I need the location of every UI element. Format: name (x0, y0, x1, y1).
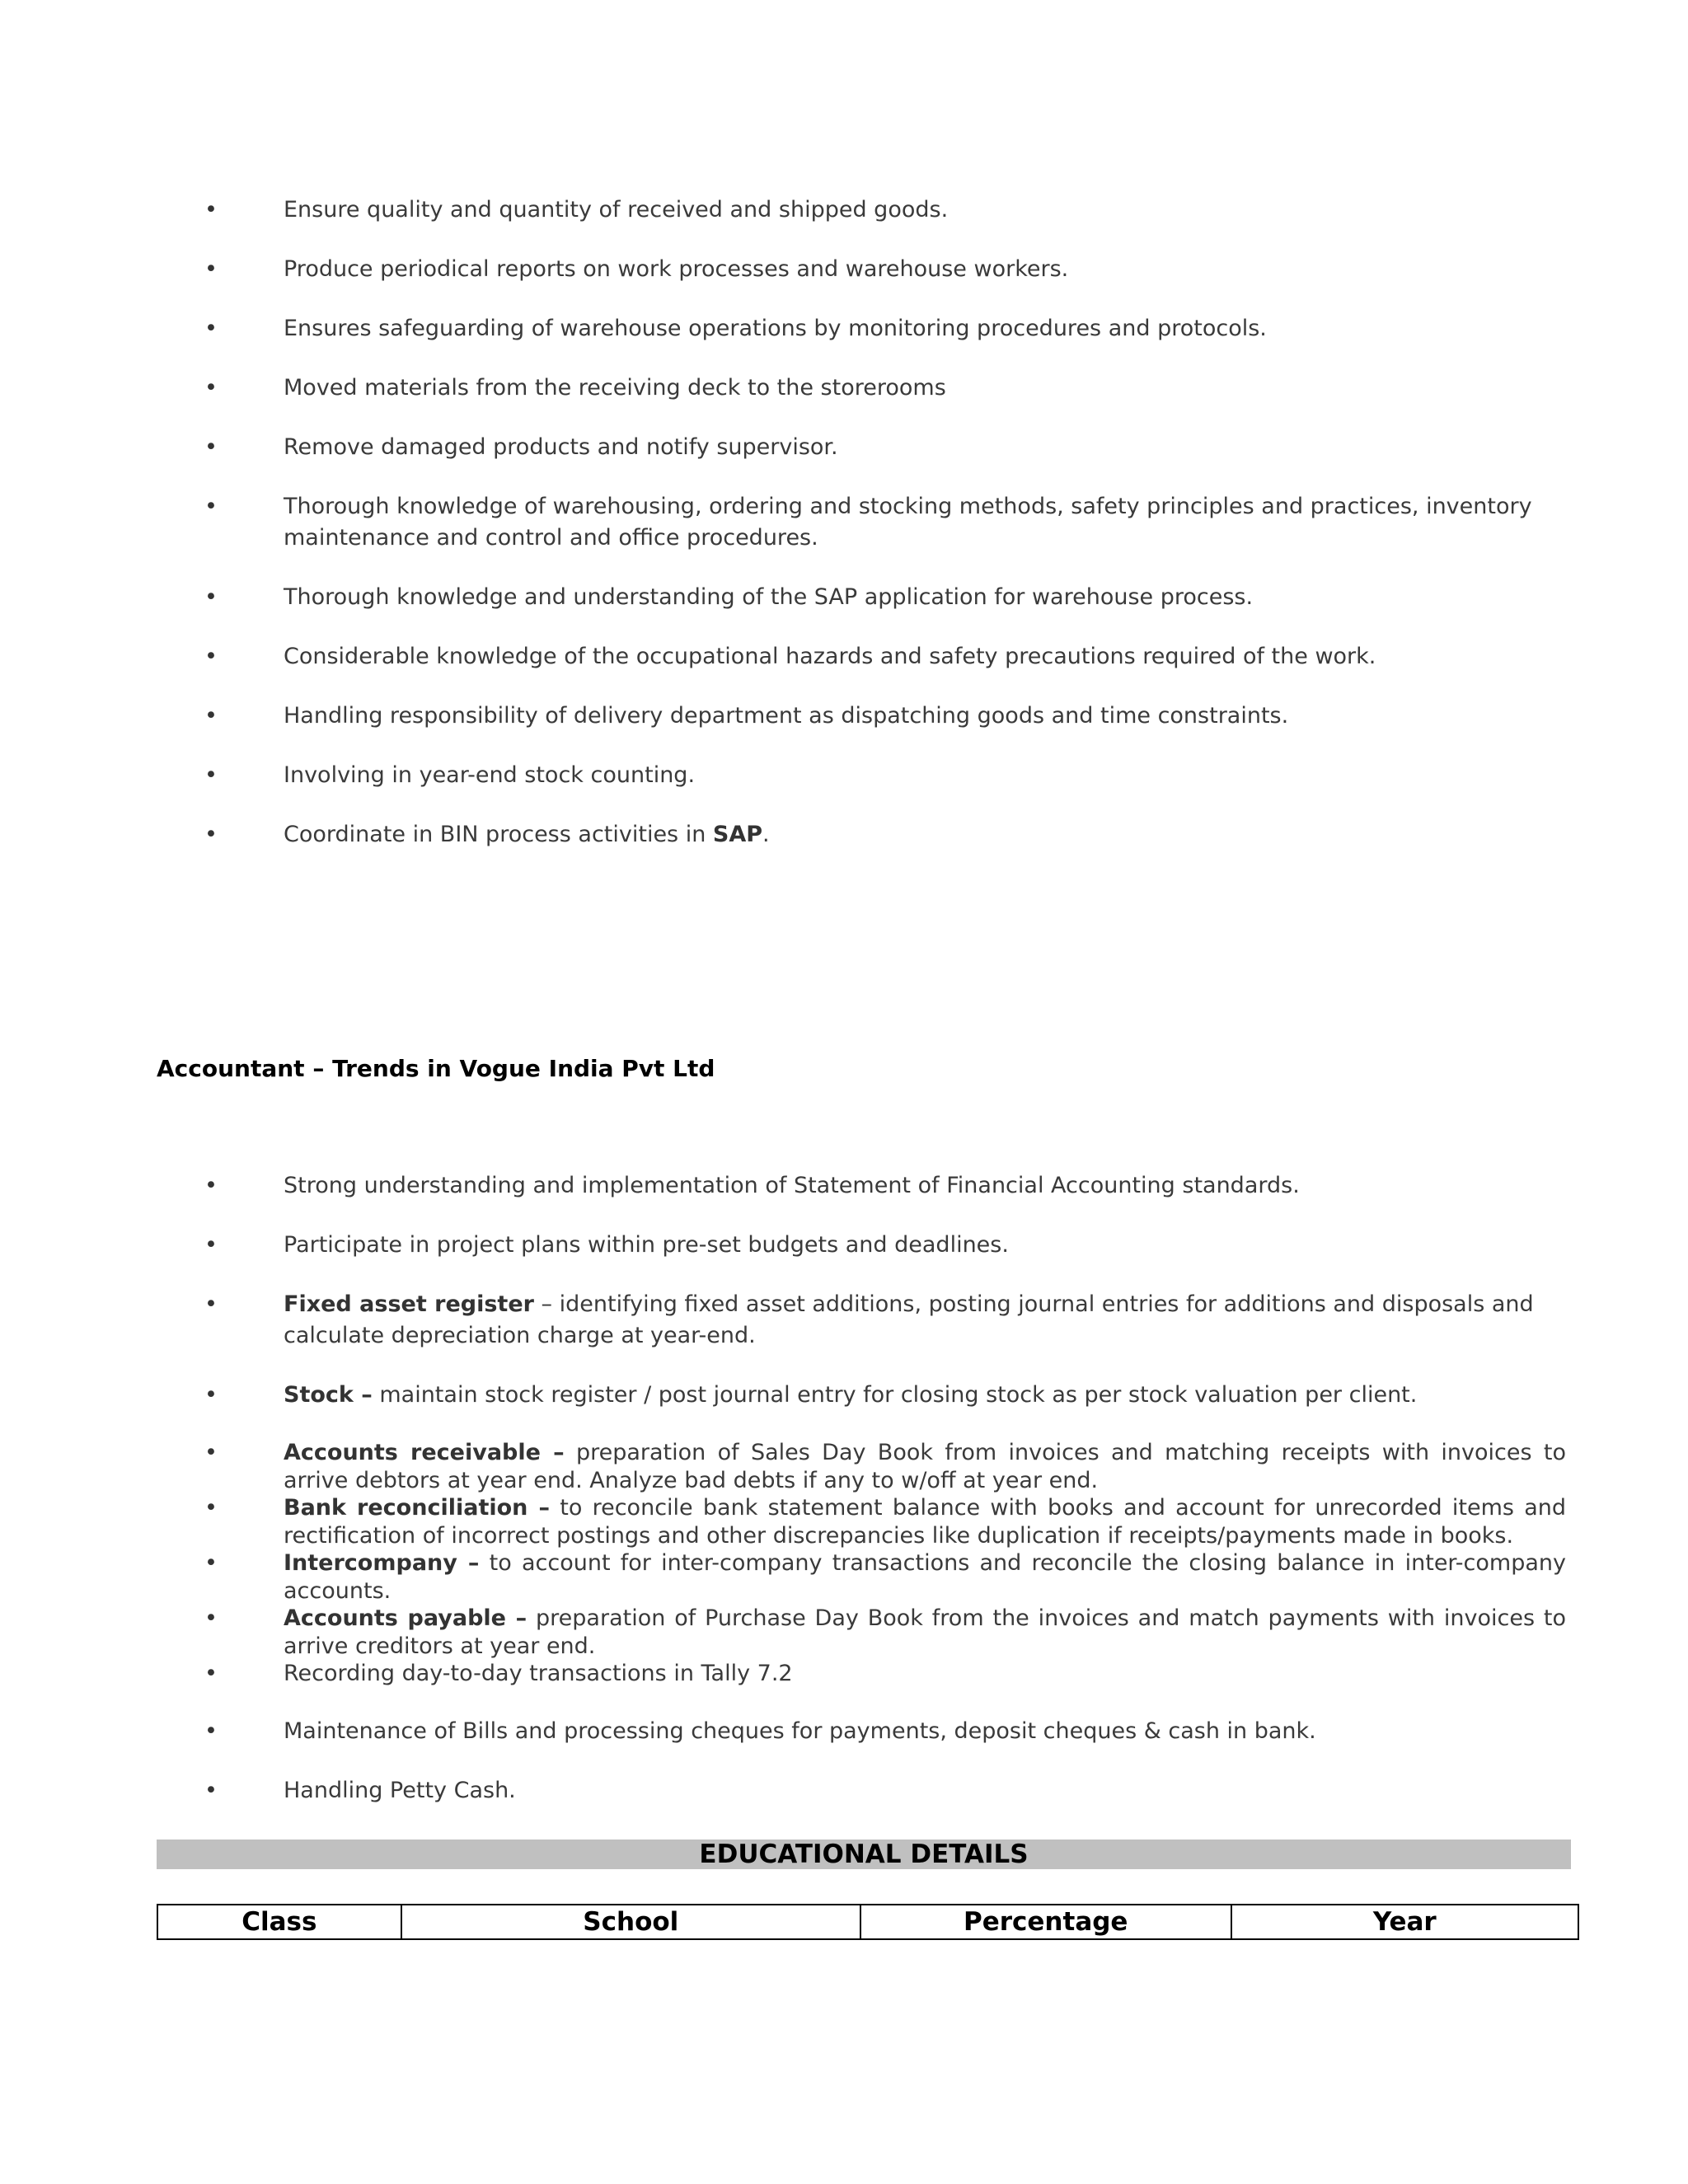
education-table (157, 1904, 1579, 1940)
bullet-icon: • (204, 1777, 218, 1803)
column-header-school: School (401, 1905, 860, 1939)
list-item: • Considerable knowledge of the occupational hazards and safety precautions required of the work. (186, 641, 1587, 673)
list-item: • Handling Petty Cash. (186, 1775, 1566, 1807)
bullet-icon: • (204, 1661, 218, 1686)
list-item: • Intercompany – to account for inter-company transactions and reconcile the closing balance in inter-company accounts. (186, 1549, 1566, 1605)
bullet-icon: • (204, 644, 218, 669)
list-item: • Accounts payable – preparation of Purchase Day Book from the invoices and match payments with invoices to arrive creditors at year end. (186, 1605, 1566, 1660)
bullet-icon: • (204, 822, 218, 847)
bullet-icon: • (204, 1550, 218, 1576)
bullet-icon: • (204, 316, 218, 341)
list-item: • Participate in project plans within pre-set budgets and deadlines. (186, 1230, 1566, 1261)
list-item: • Stock – maintain stock register / post journal entry for closing stock as per stock valuation per client. (186, 1380, 1566, 1411)
table-header-row (157, 1905, 1578, 1939)
bullet-icon: • (204, 1718, 218, 1744)
list-item: • Bank reconciliation – to reconcile bank statement balance with books and account for unrecorded items and rectification of incorrect postings and other discrepancies like duplication if receipts/payments made in books. (186, 1494, 1566, 1549)
warehouse-duties-list (186, 194, 1587, 879)
bullet-icon: • (204, 1440, 218, 1465)
list-item: • Maintenance of Bills and processing cheques for payments, deposit cheques & cash in bank. (186, 1716, 1566, 1747)
bullet-icon: • (204, 1382, 218, 1408)
list-item: • Thorough knowledge and understanding of the SAP application for warehouse process. (186, 582, 1587, 613)
bullet-icon: • (204, 1291, 218, 1317)
column-header-class: Class (157, 1905, 401, 1939)
bullet-icon: • (204, 584, 218, 610)
list-item: • Ensures safeguarding of warehouse operations by monitoring procedures and protocols. (186, 313, 1587, 344)
bullet-icon: • (204, 197, 218, 223)
bullet-icon: • (204, 762, 218, 788)
bullet-icon: • (204, 1605, 218, 1631)
list-item: • Ensure quality and quantity of received and shipped goods. (186, 194, 1587, 226)
column-header-percentage: Percentage (860, 1905, 1231, 1939)
list-item: • Thorough knowledge of warehousing, ordering and stocking methods, safety principles and practices, inventory maintenance and control and office procedures. (186, 491, 1587, 554)
bullet-icon: • (204, 494, 218, 519)
bullet-icon: • (204, 1495, 218, 1521)
list-item: • Recording day-to-day transactions in Tally 7.2 (186, 1660, 1566, 1688)
bullet-icon: • (204, 434, 218, 460)
bullet-icon: • (204, 375, 218, 401)
list-item: • Handling responsibility of delivery department as dispatching goods and time constraints. (186, 701, 1587, 732)
list-item: • Remove damaged products and notify supervisor. (186, 432, 1587, 463)
column-header-year: Year (1231, 1905, 1578, 1939)
list-item: • Involving in year-end stock counting. (186, 760, 1587, 791)
education-section-heading: EDUCATIONAL DETAILS (157, 1840, 1571, 1869)
bullet-icon: • (204, 703, 218, 729)
bullet-icon: • (204, 1173, 218, 1198)
list-item: • Produce periodical reports on work processes and warehouse workers. (186, 254, 1587, 285)
list-item: • Coordinate in BIN process activities in SAP. (186, 819, 1587, 851)
bullet-icon: • (204, 256, 218, 282)
list-item: • Fixed asset register – identifying fixed asset additions, posting journal entries for additions and disposals and calculate depreciation charge at year-end. (186, 1289, 1566, 1352)
bullet-icon: • (204, 1232, 218, 1258)
accountant-duties-list (186, 1170, 1566, 1807)
list-item: • Moved materials from the receiving deck to the storerooms (186, 373, 1587, 404)
list-item: • Accounts receivable – preparation of Sales Day Book from invoices and matching receipts with invoices to arrive debtors at year end. Analyze bad debts if any to w/off at year end. (186, 1439, 1566, 1494)
list-item: • Strong understanding and implementation of Statement of Financial Accounting standards. (186, 1170, 1566, 1202)
job-title: Accountant – Trends in Vogue India Pvt Ltd (157, 1055, 715, 1082)
